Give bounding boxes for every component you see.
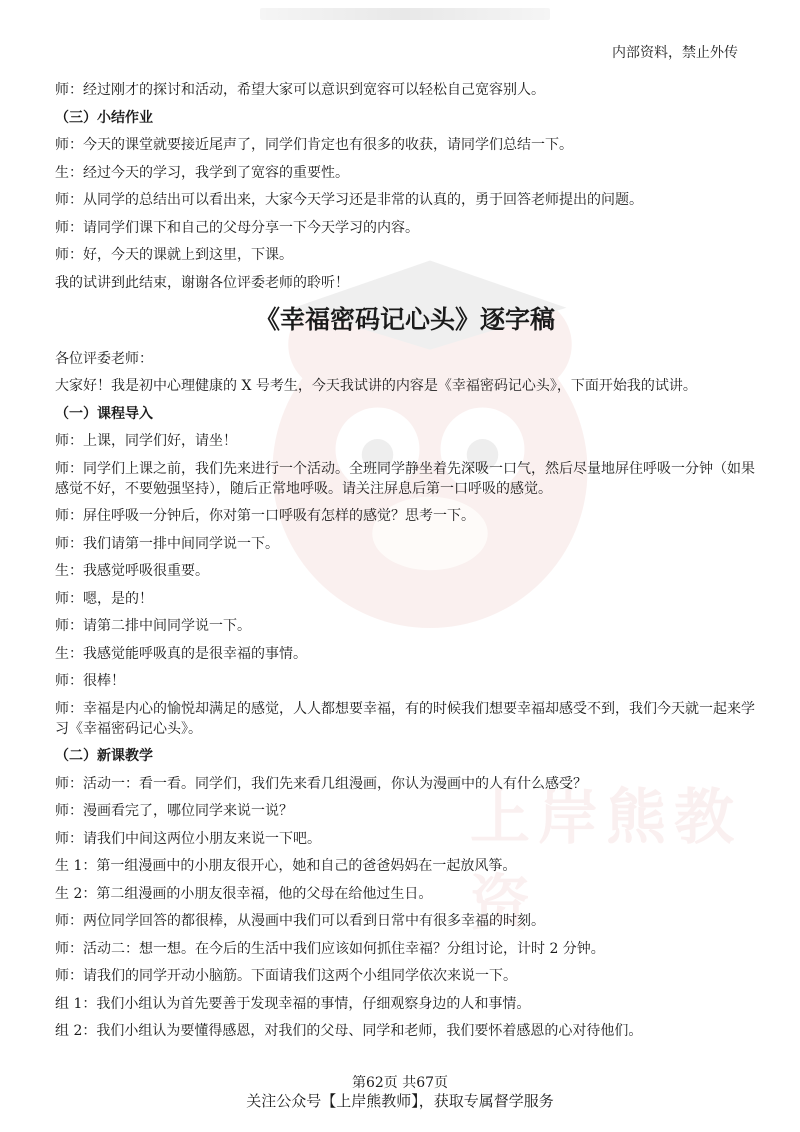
paragraph: 师：上课，同学们好，请坐！	[55, 433, 237, 449]
paragraph: 师：同学们上课之前，我们先来进行一个活动。全班同学静坐着先深吸一口气，然后尽量地屏住呼吸一分钟（如果感觉不好，不要勉强坚持），随后正常地呼吸。请关注屏息后第一口呼吸的感觉。	[55, 460, 755, 497]
paragraph: 师：请第二排中间同学说一下。	[55, 618, 251, 634]
paragraph: 组 1：我们小组认为首先要善于发现幸福的事情，仔细观察身边的人和事情。	[55, 995, 531, 1012]
paragraph: 师：我们请第一排中间同学说一下。	[55, 535, 279, 552]
footer-promo-text: 关注公众号【上岸熊教师】，获取专属督学服务	[246, 1092, 554, 1110]
paragraph: 生 1：第一组漫画中的小朋友很开心，她和自己的爸爸妈妈在一起放风筝。	[55, 858, 517, 874]
paragraph: 师：请同学们课下和自己的父母分享一下今天学习的内容。	[55, 219, 419, 236]
paragraph: 师：从同学的总结出可以看出来，大家今天学习还是非常的认真的，勇于回答老师提出的问题。	[55, 192, 643, 208]
paragraph: 师：两位同学回答的都很棒，从漫画中我们可以看到日常中有很多幸福的时刻。	[55, 913, 545, 929]
document-title: 《幸福密码记心头》逐字稿	[254, 304, 555, 334]
paragraph: 师：屏住呼吸一分钟后，你对第一口呼吸有怎样的感觉？思考一下。	[55, 508, 475, 524]
section-heading: （三）小结作业	[55, 109, 153, 126]
paragraph: 师：活动一：看一看。同学们，我们先来看几组漫画，你认为漫画中的人有什么感受？	[55, 775, 587, 792]
top-faded-header-strip	[260, 8, 550, 20]
brand-watermark-text: 上岸熊教资	[470, 783, 742, 939]
paragraph: 组 2：我们小组认为要懂得感恩，对我们的父母、同学和老师，我们要怀着感恩的心对待他们。	[55, 1023, 643, 1039]
paragraph: 师：嗯，是的！	[55, 590, 153, 607]
paragraph: 我的试讲到此结束，谢谢各位评委老师的聆听！	[55, 274, 349, 291]
previous-lesson-section	[55, 80, 755, 293]
confidential-note: 内部资料，禁止外传	[612, 45, 738, 61]
document-body	[55, 80, 755, 1049]
paragraph: 师：很棒！	[55, 673, 125, 689]
paragraph: 师：请我们的同学开动小脑筋。下面请我们这两个小组同学依次来说一下。	[55, 968, 517, 984]
paragraph: 各位评委老师：	[55, 350, 153, 367]
script-section	[55, 349, 755, 1042]
paragraph: 师：好，今天的课就上到这里，下课。	[55, 247, 293, 263]
section-heading: （一）课程导入	[55, 405, 153, 422]
page-number: 第62页 共67页	[351, 1075, 449, 1091]
paragraph: 师：活动二：想一想。在今后的生活中我们应该如何抓住幸福？分组讨论，计时 2 分钟。	[55, 940, 605, 957]
paragraph: 师：请我们中间这两位小朋友来说一下吧。	[55, 830, 321, 847]
paragraph: 生：我感觉能呼吸真的是很幸福的事情。	[55, 645, 307, 662]
paragraph: 生：我感觉呼吸很重要。	[55, 563, 209, 579]
paragraph: 大家好！我是初中心理健康的 X 号考生，今天我试讲的内容是《幸福密码记心头》，下面开始我的试讲。	[55, 378, 697, 394]
paragraph: 生 2：第二组漫画的小朋友很幸福，他的父母在给他过生日。	[55, 885, 433, 902]
section-heading: （二）新课教学	[55, 748, 153, 764]
paragraph: 师：经过刚才的探讨和活动，希望大家可以意识到宽容可以轻松自己宽容别人。	[55, 82, 545, 98]
paragraph: 生：经过今天的学习，我学到了宽容的重要性。	[55, 164, 349, 181]
paragraph: 师：幸福是内心的愉悦却满足的感觉，人人都想要幸福，有的时候我们想要幸福却感受不到，我们今天就一起来学习《幸福密码记心头》。	[55, 700, 755, 737]
paragraph: 师：漫画看完了，哪位同学来说一说？	[55, 803, 293, 819]
paragraph: 师：今天的课堂就要接近尾声了，同学们肯定也有很多的收获，请同学们总结一下。	[55, 137, 573, 153]
